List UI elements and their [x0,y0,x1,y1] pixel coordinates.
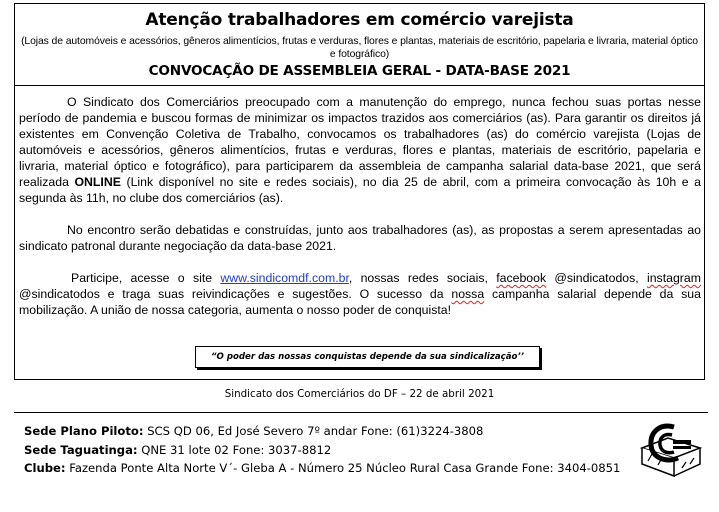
footer-value: SCS QD 06, Ed José Severo 7º andar Fone: (61)3224-3808 [147,424,484,438]
footer-label: Sede Plano Piloto: [24,424,144,438]
footer-row-clube [24,459,634,478]
facebook-word: facebook [496,271,547,285]
online-emphasis: ONLINE [74,175,121,189]
header-box [15,4,704,86]
p3-text-c: @sindicatodos, [554,271,639,285]
signature-line: Sindicato dos Comerciários do DF – 22 de abril 2021 [224,388,495,400]
subtitle: (Lojas de automóveis e acessórios, gêneros alimentícios, frutas e verduras, flores e plantas, materiais de escritório, papelaria e livraria, material óptico e fotográfico) [21,36,698,60]
footer-value: Fazenda Ponte Alta Norte V´- Gleba A - Número 25 Núcleo Rural Casa Grande Fone: 3404-0851 [69,461,621,475]
convocation-heading: CONVOCAÇÃO DE ASSEMBLEIA GERAL - DATA-BASE 2021 [148,63,571,79]
p1-text: O Sindicato dos Comerciários preocupado com a manutenção do emprego, nunca fechou suas portas nesse período de pandemia e buscou formas de minimizar os impactos trazidos aos comerciários (as). Para garantir os direitos já existentes em Convenção Coletiva de Trabalho, convocamos os trabalhadores (as) do comércio varejista (Lojas de automóveis e acessórios, gêneros alimentícios, frutas e verduras, flores e plantas, materiais de escritório, papelaria e livraria, material óptico e fotográfico), para participarem da assembleia de campanha salarial data-base 2021, que será realizada [19,95,701,189]
paragraph-3 [19,270,701,318]
body-text [19,94,701,318]
footer-divider [14,412,708,413]
p3-text-a: Participe, acesse o site [71,271,213,285]
site-link[interactable]: www.sindicomdf.com.br [220,271,349,285]
footer-row-taguatinga [24,441,634,460]
document-frame [14,3,705,380]
p2-text: No encontro serão debatidas e construídas, junto aos trabalhadores (as), as propostas a serem apresentadas ao sindicato patronal durante negociação da data-base 2021. [19,223,701,253]
p3-text-e: campanha salarial depende da sua mobilização. A união de nossa categoria, aumenta o nosso poder de conquista! [19,287,701,317]
instagram-word: instagram [646,271,701,285]
nossa-word: nossa [451,287,485,301]
p1-text-after: (Link disponível no site e redes sociais), no dia 25 de abril, com a primeira convocação às 10h e a segunda às 11h, no clube dos comerciários (as). [19,175,701,205]
footer-row-plano-piloto [24,422,634,441]
footer-addresses [24,422,634,478]
paragraph-1 [19,94,701,206]
footer-label: Sede Taguatinga: [24,442,138,457]
union-logo-icon [636,418,706,480]
quote-box: “O poder das nossas conquistas depende da sua sindicalização’’ [195,346,540,368]
paragraph-2 [19,222,701,254]
footer-label: Clube: [24,461,66,475]
p3-text-b: , nossas redes sociais, [348,271,488,285]
footer-value: QNE 31 lote 02 Fone: 3037-8812 [141,442,332,457]
p3-text-d: @sindicatodos e traga suas reivindicações e sugestões. O sucesso da [19,287,444,301]
page-title: Atenção trabalhadores em comércio varejista [145,10,574,30]
